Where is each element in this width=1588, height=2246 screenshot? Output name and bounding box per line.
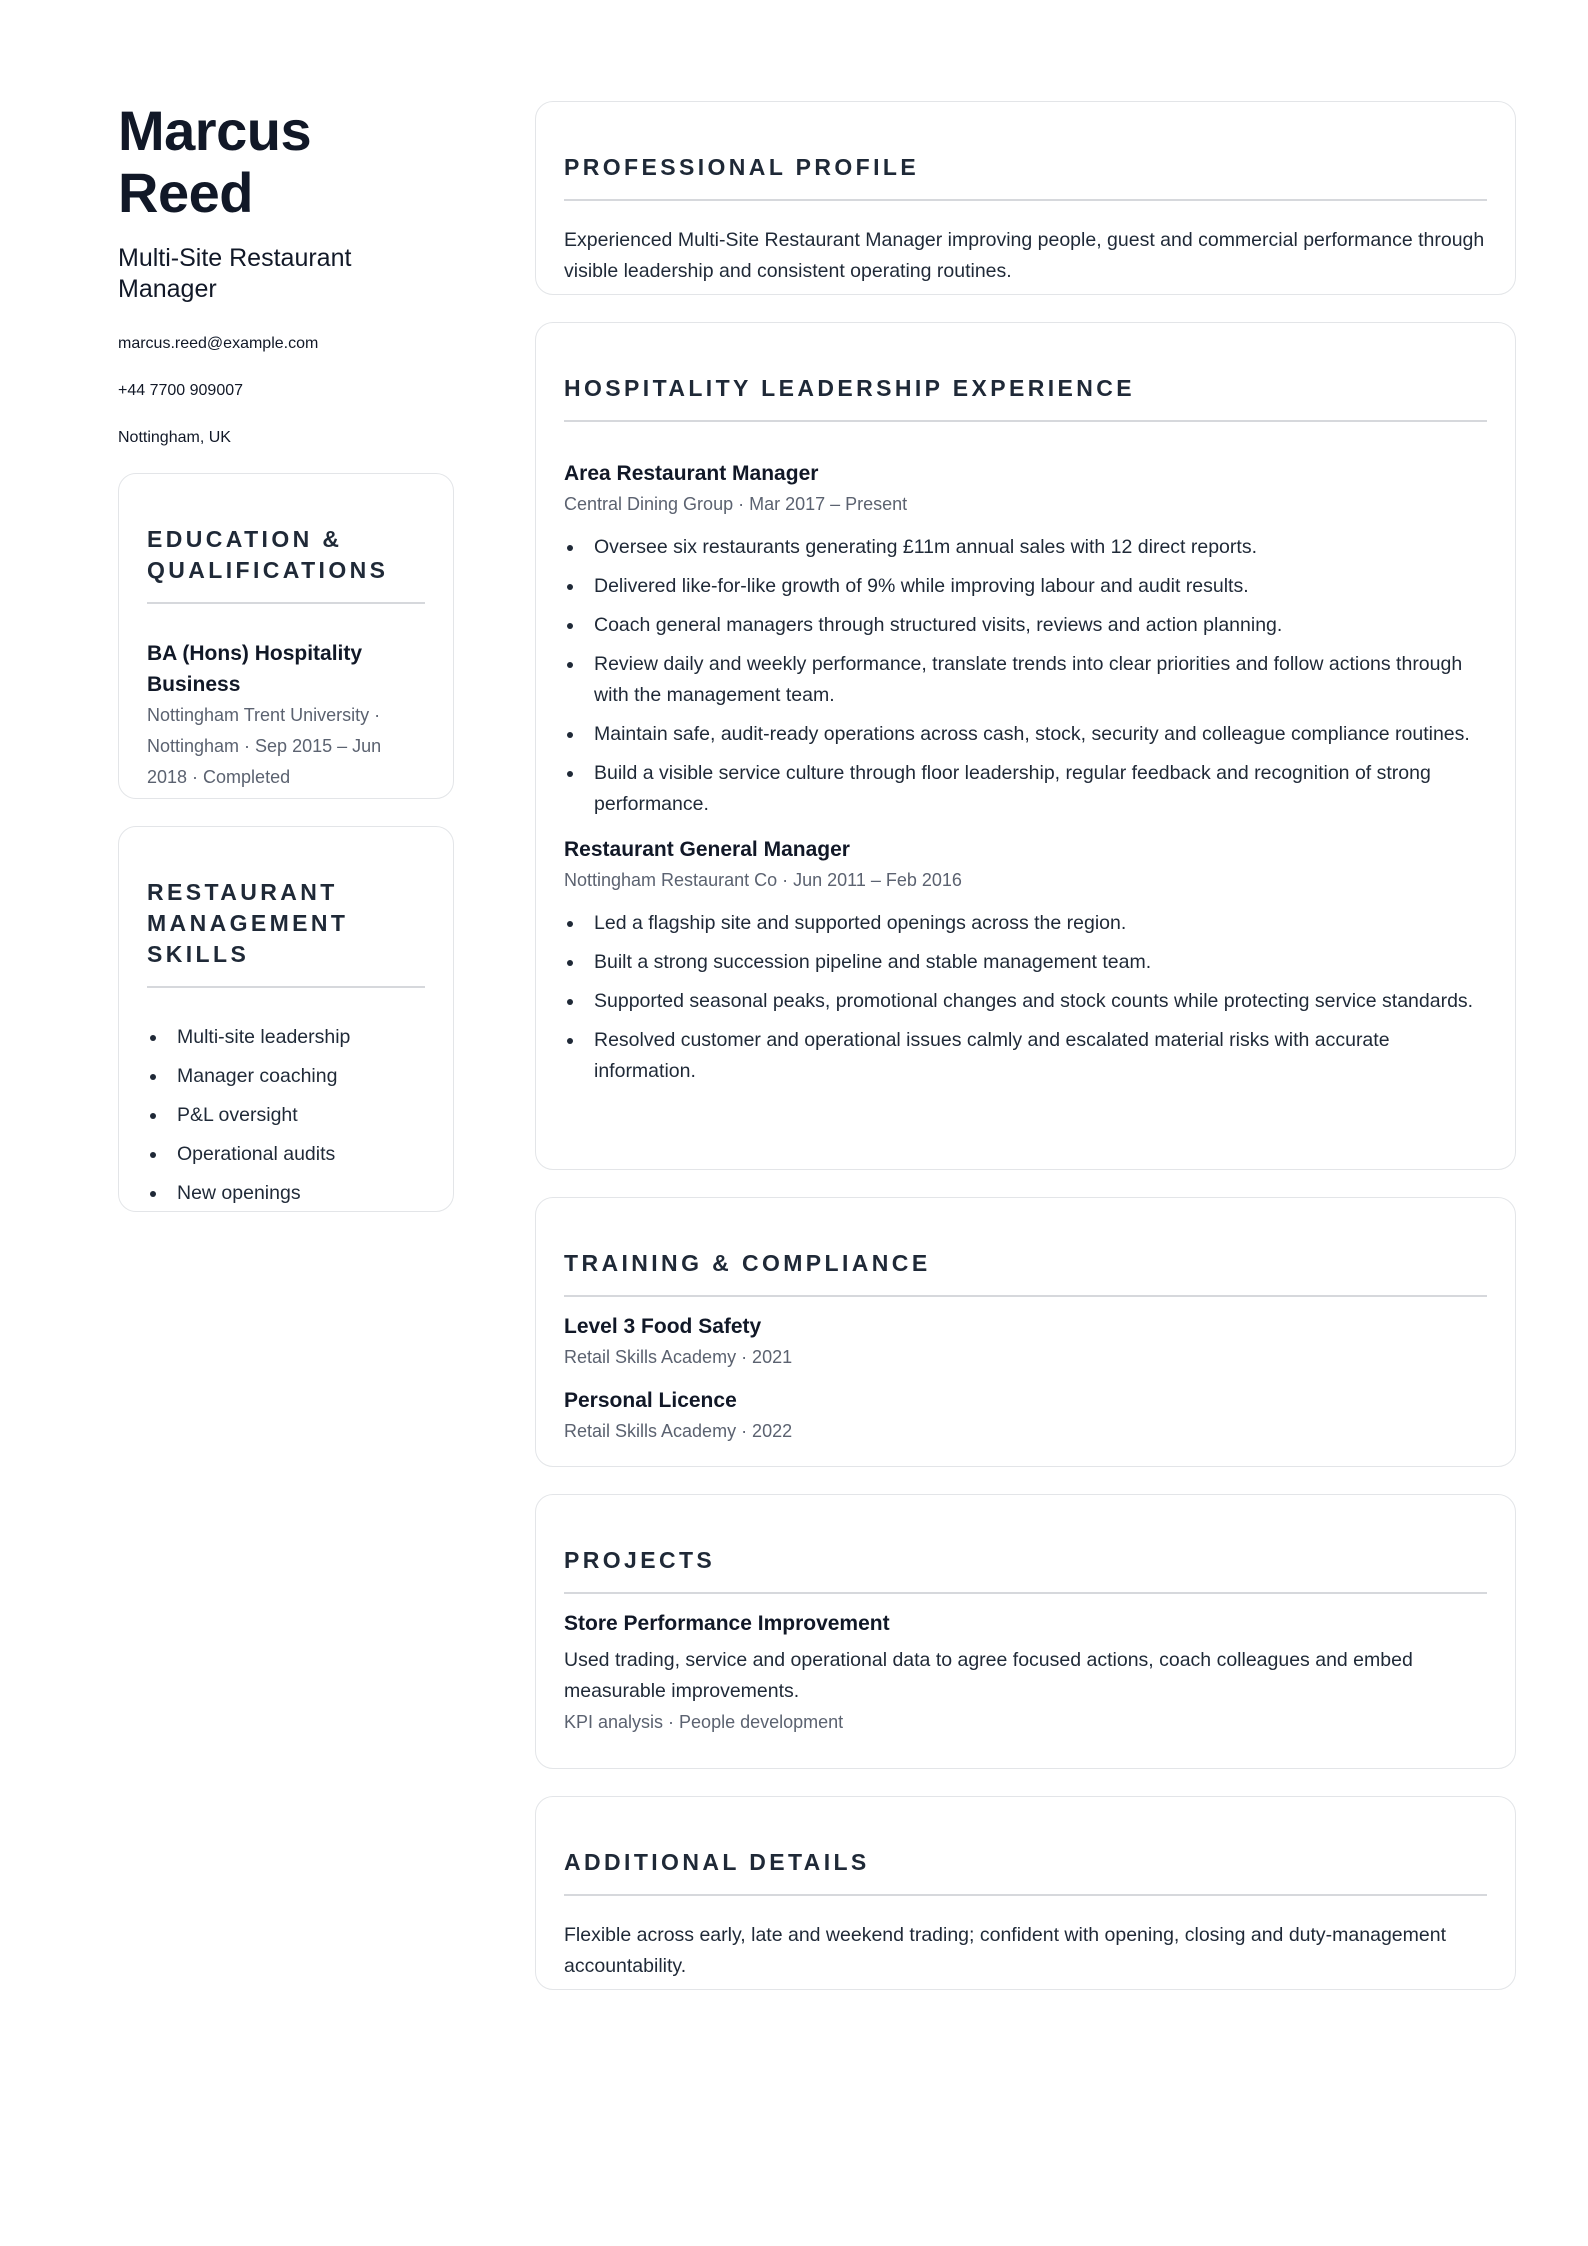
list-item: Review daily and weekly performance, translate trends into clear priorities and follow actions through with the management team.	[564, 649, 1487, 711]
education-details: Nottingham Trent University · Nottingham · Sep 2015 – Jun 2018 · Completed	[147, 705, 382, 787]
list-item: Delivered like-for-like growth of 9% while improving labour and audit results.	[564, 571, 1487, 602]
skills-card	[118, 826, 454, 1212]
list-item: Multi-site leadership	[147, 1022, 425, 1053]
training-meta: Retail Skills Academy · 2022	[564, 1421, 793, 1441]
project-name: Store Performance Improvement	[564, 1612, 890, 1635]
contact-phone[interactable]: +44 7700 909007	[118, 381, 244, 399]
training-card	[535, 1197, 1516, 1467]
additional-section-title: ADDITIONAL DETAILS	[564, 1847, 1487, 1896]
candidate-name: Marcus Reed	[118, 99, 312, 224]
education-section-title: EDUCATION & QUALIFICATIONS	[147, 524, 425, 604]
job-role: Area Restaurant Manager	[564, 462, 819, 485]
list-item: Manager coaching	[147, 1061, 425, 1092]
profile-card	[535, 101, 1516, 295]
job-bullets	[564, 908, 1487, 1087]
list-item: Built a strong succession pipeline and stable management team.	[564, 947, 1487, 978]
job-role: Restaurant General Manager	[564, 838, 850, 861]
profile-section-title: PROFESSIONAL PROFILE	[564, 152, 1487, 201]
skills-section-title: RESTAURANT MANAGEMENT SKILLS	[147, 877, 425, 988]
education-card	[118, 473, 454, 799]
job-entry	[564, 834, 1487, 1087]
list-item: Led a flagship site and supported openings across the region.	[564, 908, 1487, 939]
list-item: Resolved customer and operational issues calmly and escalated material risks with accurate information.	[564, 1025, 1487, 1087]
education-degree: BA (Hons) Hospitality Business	[147, 642, 363, 696]
additional-text: Flexible across early, late and weekend trading; confident with opening, closing and duty-management accountability.	[564, 1924, 1446, 1977]
project-item	[564, 1608, 1487, 1738]
candidate-headline: Multi-Site Restaurant Manager	[118, 244, 352, 304]
profile-text: Experienced Multi-Site Restaurant Manager improving people, guest and commercial performance through visible leadership and consistent operating routines.	[564, 229, 1485, 282]
project-tags: KPI analysis · People development	[564, 1712, 844, 1732]
list-item: New openings	[147, 1178, 425, 1209]
list-item: Supported seasonal peaks, promotional changes and stock counts while protecting service standards.	[564, 986, 1487, 1017]
project-description: Used trading, service and operational data to agree focused actions, coach colleagues and embed measurable improvements.	[564, 1649, 1413, 1702]
additional-card	[535, 1796, 1516, 1990]
list-item: Operational audits	[147, 1139, 425, 1170]
training-name: Personal Licence	[564, 1389, 737, 1412]
training-item	[564, 1311, 1487, 1373]
projects-section-title: PROJECTS	[564, 1545, 1487, 1594]
list-item: Oversee six restaurants generating £11m annual sales with 12 direct reports.	[564, 532, 1487, 563]
contact-email[interactable]: marcus.reed@example.com	[118, 334, 319, 352]
training-name: Level 3 Food Safety	[564, 1315, 762, 1338]
list-item: Build a visible service culture through floor leadership, regular feedback and recognition of strong performance.	[564, 758, 1487, 820]
experience-section-title: HOSPITALITY LEADERSHIP EXPERIENCE	[564, 373, 1487, 422]
job-entry	[564, 458, 1487, 820]
training-meta: Retail Skills Academy · 2021	[564, 1347, 793, 1367]
job-bullets	[564, 532, 1487, 820]
list-item: Coach general managers through structured visits, reviews and action planning.	[564, 610, 1487, 641]
list-item: P&L oversight	[147, 1100, 425, 1131]
skills-list	[147, 1022, 425, 1209]
experience-card	[535, 322, 1516, 1170]
contact-location: Nottingham, UK	[118, 428, 231, 446]
job-meta: Nottingham Restaurant Co · Jun 2011 – Feb 2016	[564, 870, 962, 890]
job-meta: Central Dining Group · Mar 2017 – Present	[564, 494, 908, 514]
training-section-title: TRAINING & COMPLIANCE	[564, 1248, 1487, 1297]
training-item	[564, 1385, 1487, 1447]
sidebar	[118, 100, 454, 473]
education-item	[147, 638, 425, 793]
contact-list	[118, 332, 454, 473]
list-item: Maintain safe, audit-ready operations across cash, stock, security and colleague compliance routines.	[564, 719, 1487, 750]
projects-card	[535, 1494, 1516, 1769]
